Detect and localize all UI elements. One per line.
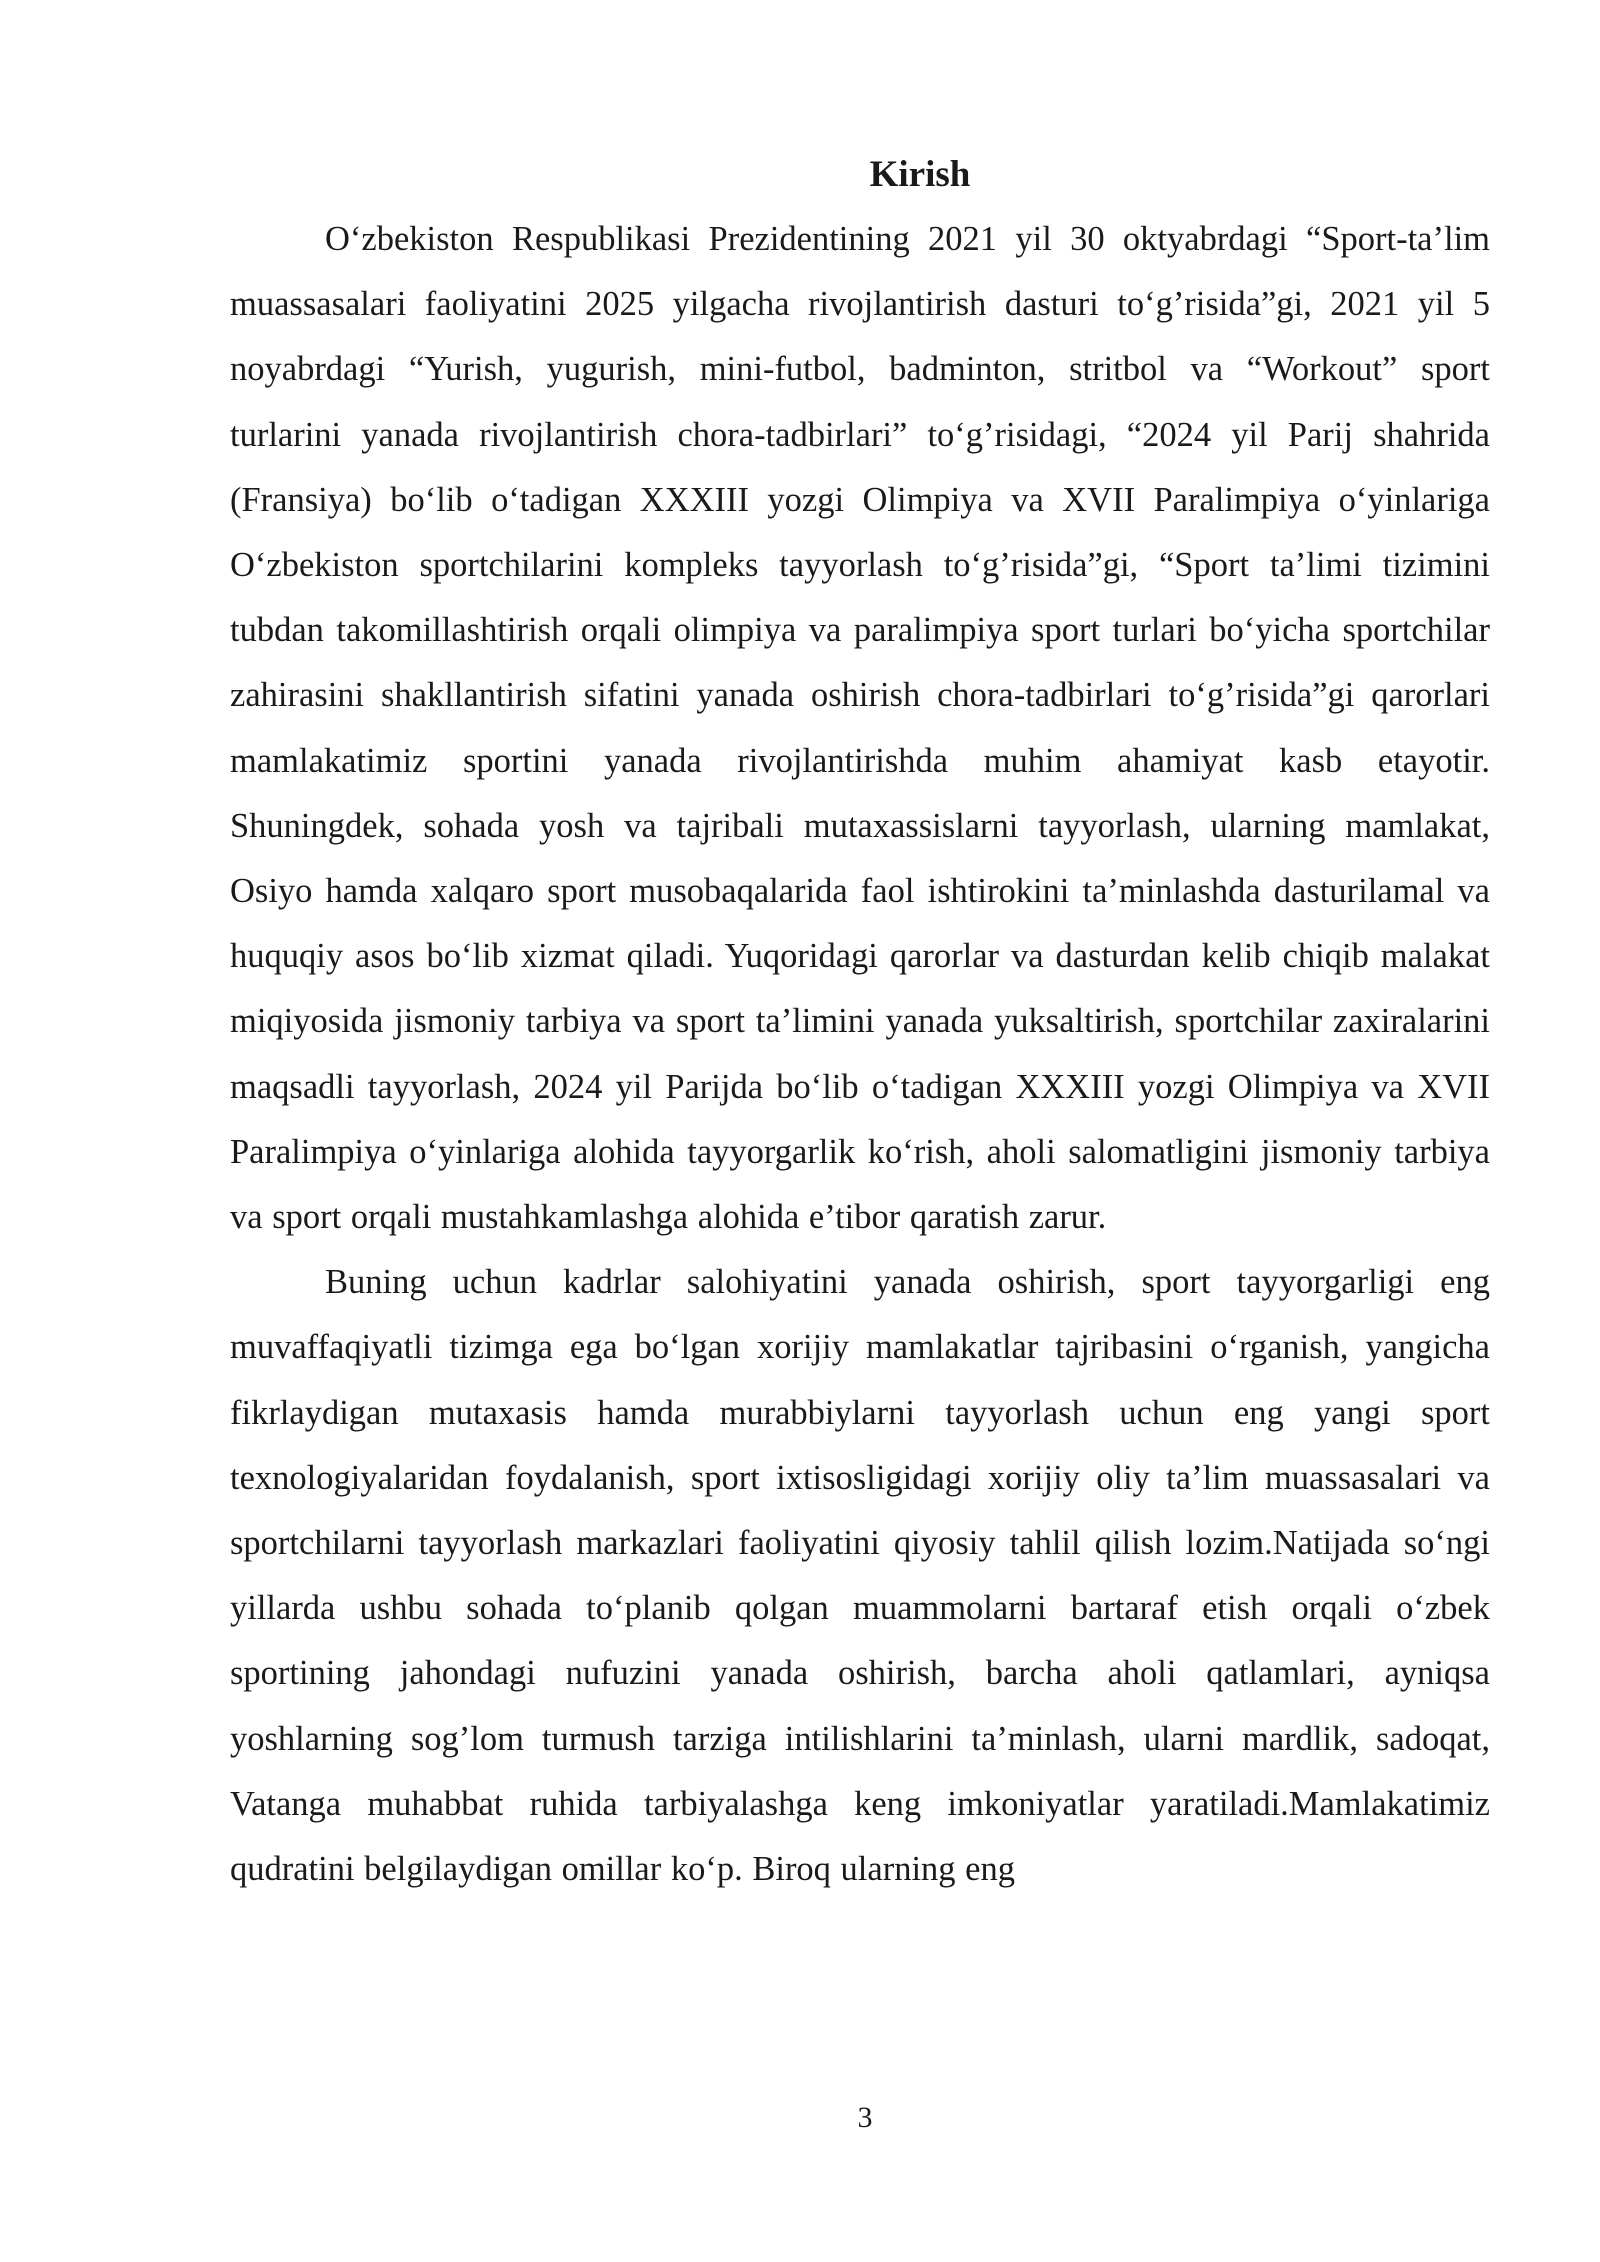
paragraph-1: O‘zbekiston Respublikasi Prezidentining 2021 yil 30 oktyabrdagi “Sport-ta’lim muassasalari faoliyatini 2025 yilgacha rivojlantirish dasturi to‘g’risida”gi, 2021 yil 5 noyabrdagi “Yurish, yugurish, mini-futbol, badminton, stritbol va “Workout” sport turlarini yanada rivojlantirish chora-tadbirlari” to‘g’risidagi, “2024 yil Parij shahrida (Fransiya) bo‘lib o‘tadigan XXXIII yozgi Olimpiya va XVII Paralimpiya o‘yinlariga O‘zbekiston sportchilarini kompleks tayyorlash to‘g’risida”gi, “Sport ta’limi tizimini tubdan takomillashtirish orqali olimpiya va paralimpiya sport turlari bo‘yicha sportchilar zahirasini shakllantirish sifatini yanada oshirish chora-tadbirlari to‘g’risida”gi qarorlari mamlakatimiz sportini yanada rivojlantirishda muhim ahamiyat kasb etayotir. Shuningdek, sohada yosh va tajribali mutaxassislarni tayyorlash, ularning mamlakat, Osiyo hamda xalqaro sport musobaqalarida faol ishtirokini ta’minlashda dasturilamal va huquqiy asos bo‘lib xizmat qiladi. Yuqoridagi qarorlar va dasturdan kelib chiqib malakat miqiyosida jismoniy tarbiya va sport ta’limini yanada yuksaltirish, sportchilar zaxiralarini maqsadli tayyorlash, 2024 yil Parijda bo‘lib o‘tadigan XXXIII yozgi Olimpiya va XVII Paralimpiya o‘yinlariga alohida tayyorgarlik ko‘rish, aholi salomatligini jismoniy tarbiya va sport orqali mustahkamlashga alohida e’tibor qaratish zarur.	[230, 220, 1490, 1237]
section-heading: Kirish	[869, 154, 971, 195]
page-number: 3	[857, 2101, 873, 2134]
page-body	[230, 145, 1490, 1902]
paragraph-2: Buning uchun kadrlar salohiyatini yanada oshirish, sport tayyorgarligi eng muvaffaqiyatli tizimga ega bo‘lgan xorijiy mamlakatlar tajribasini o‘rganish, yangicha fikrlaydigan mutaxasis hamda murabbiylarni tayyorlash uchun eng yangi sport texnologiyalaridan foydalanish, sport ixtisosligidagi xorijiy oliy ta’lim muassasalari va sportchilarni tayyorlash markazlari faoliyatini qiyosiy tahlil qilish lozim.Natijada so‘ngi yillarda ushbu sohada to‘planib qolgan muammolarni bartaraf etish orqali o‘zbek sportining jahondagi nufuzini yanada oshirish, barcha aholi qatlamlari, ayniqsa yoshlarning sog’lom turmush tarziga intilishlarini ta’minlash, ularni mardlik, sadoqat, Vatanga muhabbat ruhida tarbiyalashga keng imkoniyatlar yaratiladi.Mamlakatimiz qudratini belgilaydigan omillar ko‘p. Biroq ularning eng	[230, 1263, 1490, 1889]
